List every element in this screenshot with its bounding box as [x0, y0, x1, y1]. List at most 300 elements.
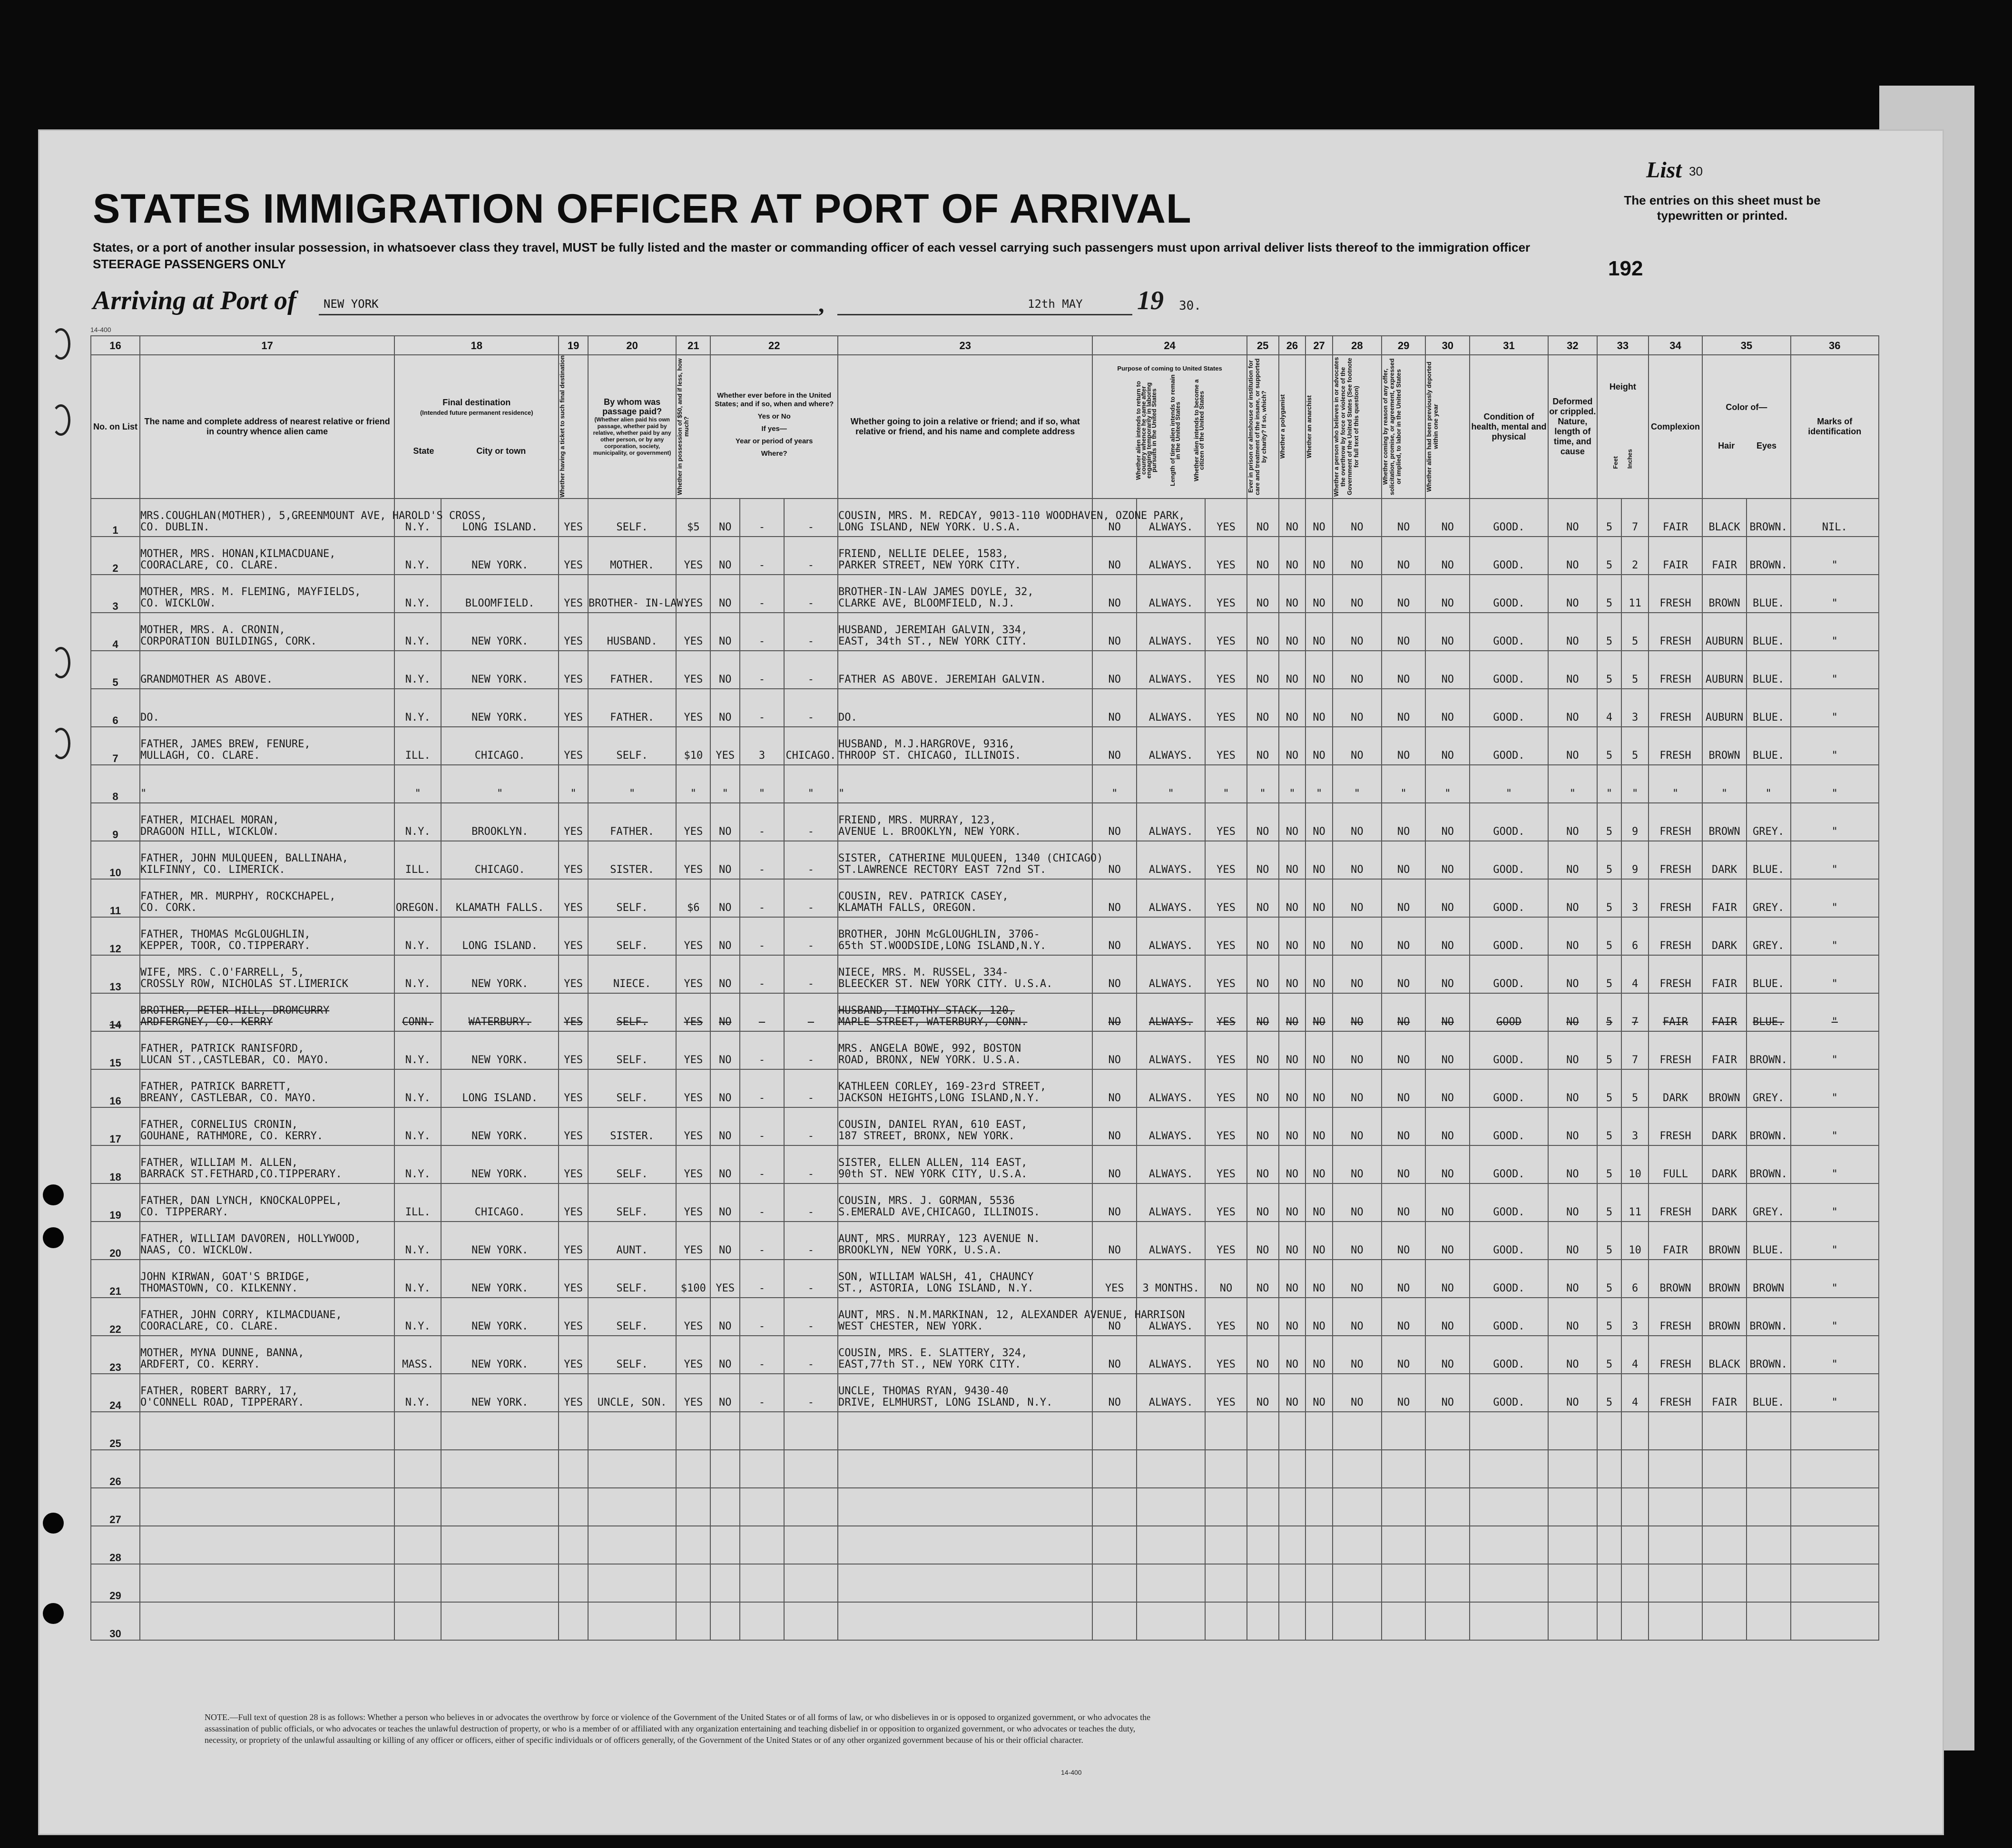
cell-year-period: -: [740, 1069, 784, 1107]
cell-money: [676, 1602, 710, 1640]
cell-citizen-intent: YES: [1205, 499, 1247, 537]
cell-nearest-relative: [140, 1564, 394, 1602]
passenger-row: [91, 1069, 1879, 1107]
cell-money: YES: [676, 1107, 710, 1145]
cell-hair: BROWN: [1702, 1298, 1747, 1336]
cell-paid-by: SELF.: [588, 917, 676, 955]
cell-year-period: -: [740, 1336, 784, 1374]
joining-line-1: MRS. ANGELA BOWE, 992, BOSTON: [838, 1043, 1021, 1055]
nearest-relative-line-1: MOTHER, MRS. M. FLEMING, MAYFIELDS,: [140, 586, 361, 598]
header-no-on-list: No. on List: [91, 355, 140, 499]
cell-city: LONG ISLAND.: [441, 499, 559, 537]
cell-health: GOOD.: [1470, 1145, 1548, 1183]
date-line: [837, 314, 1132, 315]
cell-nearest-relative: [140, 1412, 394, 1450]
cell-polygamist: NO: [1279, 1260, 1306, 1298]
cell-city: CHICAGO.: [441, 1183, 559, 1222]
cell-money: YES: [676, 803, 710, 841]
cell-eyes: BLUE.: [1747, 1374, 1791, 1412]
joining-line-2: AVENUE L. BROOKLYN, NEW YORK.: [838, 826, 1021, 838]
column-number-31: 31: [1470, 336, 1548, 355]
cell-q29: NO: [1382, 841, 1426, 879]
passenger-row: [91, 651, 1879, 689]
cell-q30: NO: [1425, 1183, 1470, 1222]
cell-complexion: FAIR: [1649, 537, 1702, 575]
joining-line-2: ": [838, 788, 845, 800]
cell-health: GOOD.: [1470, 575, 1548, 613]
cell-q29: NO: [1382, 1145, 1426, 1183]
cell-return-intent: NO: [1092, 841, 1137, 879]
cell-complexion: [1649, 1412, 1702, 1450]
cell-length-stay: [1137, 1412, 1205, 1450]
cell-return-intent: NO: [1092, 917, 1137, 955]
page-number: 192: [1608, 257, 1643, 280]
cell-deformed: [1548, 1488, 1597, 1526]
cell-q30: NO: [1425, 1031, 1470, 1069]
cell-citizen-intent: [1205, 1412, 1247, 1450]
cell-length-stay: [1137, 1564, 1205, 1602]
row-number: 6: [91, 689, 140, 727]
cell-prison: NO: [1247, 1260, 1279, 1298]
color-of-title: Color of—: [1726, 402, 1767, 412]
cell-ticket: [559, 1602, 588, 1640]
header-q28: [1333, 355, 1382, 499]
cell-nearest-relative: [140, 727, 394, 765]
cell-before-us: NO: [710, 1183, 740, 1222]
cell-money: YES: [676, 1031, 710, 1069]
cell-q28: NO: [1333, 537, 1382, 575]
cell-money: YES: [676, 613, 710, 651]
cell-joining: [838, 955, 1092, 993]
header-final-destination: [394, 355, 559, 499]
cell-q30: ": [1425, 765, 1470, 803]
cell-q29: NO: [1382, 575, 1426, 613]
cell-before-us: NO: [710, 1336, 740, 1374]
cell-nearest-relative: [140, 613, 394, 651]
cell-length-stay: ALWAYS.: [1137, 1374, 1205, 1412]
cell-health: GOOD.: [1470, 1374, 1548, 1412]
cell-paid-by: SELF.: [588, 1069, 676, 1107]
cell-hair: FAIR: [1702, 1374, 1747, 1412]
nearest-relative-line-2: BREANY, CASTLEBAR, CO. MAYO.: [140, 1092, 317, 1104]
joining-line-2: [838, 1637, 1092, 1640]
cell-nearest-relative: [140, 575, 394, 613]
cell-city: NEW YORK.: [441, 1031, 559, 1069]
cell-citizen-intent: YES: [1205, 1336, 1247, 1374]
cell-polygamist: NO: [1279, 1145, 1306, 1183]
final-destination-note: (Intended future permanent residence): [420, 409, 533, 416]
cell-q29: NO: [1382, 955, 1426, 993]
cell-inches: [1621, 1450, 1649, 1488]
cell-nearest-relative: [140, 1222, 394, 1260]
cell-complexion: FRESH: [1649, 803, 1702, 841]
cell-feet: 5: [1597, 1069, 1621, 1107]
cell-anarchist: NO: [1305, 689, 1333, 727]
typewritten-instruction: The entries on this sheet must be typewritten or printed.: [1624, 193, 1821, 223]
cell-anarchist: [1305, 1602, 1333, 1640]
cell-hair: FAIR: [1702, 1031, 1747, 1069]
cell-length-stay: ALWAYS.: [1137, 651, 1205, 689]
cell-before-us: NO: [710, 993, 740, 1031]
cell-q28: NO: [1333, 955, 1382, 993]
cell-marks: ": [1791, 1069, 1879, 1107]
cell-state: N.Y.: [394, 955, 441, 993]
cell-citizen-intent: YES: [1205, 917, 1247, 955]
cell-paid-by: HUSBAND.: [588, 613, 676, 651]
cell-inches: 4: [1621, 1374, 1649, 1412]
cell-health: GOOD.: [1470, 1298, 1548, 1336]
cell-prison: NO: [1247, 1298, 1279, 1336]
cell-q30: NO: [1425, 803, 1470, 841]
cell-q29: NO: [1382, 917, 1426, 955]
cell-q30: NO: [1425, 1336, 1470, 1374]
nearest-relative-line-2: MULLAGH, CO. CLARE.: [140, 750, 260, 762]
cell-q28: NO: [1333, 993, 1382, 1031]
cell-health: GOOD.: [1470, 1031, 1548, 1069]
cell-joining: [838, 727, 1092, 765]
cell-health: GOOD.: [1470, 803, 1548, 841]
cell-hair: AUBURN: [1702, 651, 1747, 689]
cell-feet: 5: [1597, 1298, 1621, 1336]
cell-hair: [1702, 1602, 1747, 1640]
cell-where: -: [784, 575, 838, 613]
cell-money: $6: [676, 879, 710, 917]
cell-before-us: NO: [710, 1031, 740, 1069]
cell-q29: NO: [1382, 803, 1426, 841]
cell-before-us: NO: [710, 917, 740, 955]
cell-year-period: [740, 1564, 784, 1602]
cell-marks: ": [1791, 765, 1879, 803]
cell-anarchist: NO: [1305, 879, 1333, 917]
cell-feet: 5: [1597, 1374, 1621, 1412]
row-number: 29: [91, 1564, 140, 1602]
cell-city: NEW YORK.: [441, 955, 559, 993]
cell-city: CHICAGO.: [441, 727, 559, 765]
cell-q30: NO: [1425, 727, 1470, 765]
joining-line-1: COUSIN, MRS. E. SLATTERY, 324,: [838, 1347, 1028, 1359]
cell-state: ILL.: [394, 841, 441, 879]
cell-return-intent: [1092, 1526, 1137, 1564]
joining-line-2: DO.: [838, 712, 857, 724]
cell-length-stay: [1137, 1526, 1205, 1564]
row-number: 19: [91, 1183, 140, 1222]
cell-health: GOOD.: [1470, 499, 1548, 537]
cell-year-period: -: [740, 917, 784, 955]
cell-return-intent: NO: [1092, 1336, 1137, 1374]
cell-city: CHICAGO.: [441, 841, 559, 879]
cell-inches: 7: [1621, 499, 1649, 537]
cell-anarchist: NO: [1305, 1336, 1333, 1374]
cell-feet: 5: [1597, 1145, 1621, 1183]
column-number-34: 34: [1649, 336, 1702, 355]
cell-deformed: [1548, 1412, 1597, 1450]
cell-health: GOOD.: [1470, 1069, 1548, 1107]
cell-eyes: BROWN: [1747, 1260, 1791, 1298]
nearest-relative-line-1: FATHER, THOMAS McGLOUGHLIN,: [140, 929, 311, 940]
cell-city: NEW YORK.: [441, 537, 559, 575]
cell-citizen-intent: YES: [1205, 1031, 1247, 1069]
joining-line-1: KATHLEEN CORLEY, 169-23rd STREET,: [838, 1081, 1047, 1093]
cell-q30: NO: [1425, 993, 1470, 1031]
cell-polygamist: NO: [1279, 727, 1306, 765]
joining-line-2: ST.LAWRENCE RECTORY EAST 72nd ST.: [838, 864, 1047, 876]
cell-complexion: FRESH: [1649, 613, 1702, 651]
cell-ticket: [559, 1412, 588, 1450]
joining-line-2: LONG ISLAND, NEW YORK. U.S.A.: [838, 521, 1021, 533]
cell-money: YES: [676, 841, 710, 879]
cell-anarchist: NO: [1305, 727, 1333, 765]
passenger-row: [91, 689, 1879, 727]
row-number: 2: [91, 537, 140, 575]
cell-polygamist: NO: [1279, 955, 1306, 993]
cell-where: -: [784, 803, 838, 841]
cell-paid-by: SELF.: [588, 1145, 676, 1183]
cell-nearest-relative: [140, 803, 394, 841]
cell-state: N.Y.: [394, 1107, 441, 1145]
cell-marks: ": [1791, 727, 1879, 765]
cell-deformed: NO: [1548, 537, 1597, 575]
cell-q29: NO: [1382, 1107, 1426, 1145]
form-code: 14-400: [90, 326, 111, 333]
cell-complexion: FRESH: [1649, 727, 1702, 765]
row-number: 25: [91, 1412, 140, 1450]
cell-polygamist: [1279, 1602, 1306, 1640]
cell-complexion: FRESH: [1649, 1336, 1702, 1374]
cell-nearest-relative: [140, 1107, 394, 1145]
cell-q28: [1333, 1412, 1382, 1450]
cell-before-us: NO: [710, 1145, 740, 1183]
cell-inches: 9: [1621, 803, 1649, 841]
cell-anarchist: NO: [1305, 803, 1333, 841]
cell-state: N.Y.: [394, 1298, 441, 1336]
cell-prison: NO: [1247, 651, 1279, 689]
cell-before-us: NO: [710, 955, 740, 993]
passenger-row: [91, 575, 1879, 613]
cell-hair: AUBURN: [1702, 613, 1747, 651]
cell-city: NEW YORK.: [441, 1374, 559, 1412]
cell-deformed: NO: [1548, 727, 1597, 765]
cell-paid-by: SELF.: [588, 993, 676, 1031]
cell-paid-by: SELF.: [588, 879, 676, 917]
binder-ring: [51, 728, 70, 759]
header-q28-text: Whether a person who believes in or advocates the overthrow by force or violence of the Government of the United States (See footnote for full text of this question): [1332, 357, 1360, 497]
cell-anarchist: NO: [1305, 537, 1333, 575]
nearest-relative-line-2: CROSSLY ROW, NICHOLAS ST.LIMERICK: [140, 978, 349, 990]
cell-inches: 2: [1621, 537, 1649, 575]
joining-line-1: COUSIN, MRS. J. GORMAN, 5536: [838, 1195, 1015, 1207]
page-title: STATES IMMIGRATION OFFICER AT PORT OF ARRIVAL: [93, 186, 1192, 232]
cell-marks: NIL.: [1791, 499, 1879, 537]
header-paid-by: [588, 355, 676, 499]
cell-complexion: FAIR: [1649, 499, 1702, 537]
cell-deformed: ": [1548, 765, 1597, 803]
cell-where: -: [784, 1145, 838, 1183]
cell-money: $10: [676, 727, 710, 765]
cell-paid-by: FATHER.: [588, 651, 676, 689]
cell-polygamist: NO: [1279, 1031, 1306, 1069]
cell-hair: ": [1702, 765, 1747, 803]
joining-line-1: BROTHER, JOHN McGLOUGHLIN, 3706-: [838, 929, 1040, 940]
cell-where: -: [784, 651, 838, 689]
cell-deformed: NO: [1548, 1298, 1597, 1336]
cell-q29: [1382, 1450, 1426, 1488]
cell-eyes: BLUE.: [1747, 651, 1791, 689]
cell-eyes: [1747, 1602, 1791, 1640]
cell-q28: NO: [1333, 917, 1382, 955]
nearest-relative-line-2: [140, 1599, 394, 1602]
cell-where: [784, 1564, 838, 1602]
cell-eyes: BLUE.: [1747, 575, 1791, 613]
cell-anarchist: NO: [1305, 1107, 1333, 1145]
cell-return-intent: NO: [1092, 993, 1137, 1031]
cell-anarchist: [1305, 1450, 1333, 1488]
header-q29: [1382, 355, 1426, 499]
cell-money: YES: [676, 1183, 710, 1222]
cell-state: N.Y.: [394, 803, 441, 841]
cell-money: YES: [676, 575, 710, 613]
cell-marks: ": [1791, 955, 1879, 993]
cell-return-intent: NO: [1092, 537, 1137, 575]
cell-length-stay: ALWAYS.: [1137, 1107, 1205, 1145]
cell-hair: BROWN: [1702, 727, 1747, 765]
row-number: 16: [91, 1069, 140, 1107]
cell-money: YES: [676, 1222, 710, 1260]
cell-city: NEW YORK.: [441, 1222, 559, 1260]
cell-q30: NO: [1425, 917, 1470, 955]
cell-joining: [838, 1183, 1092, 1222]
steerage-label: STEERAGE PASSENGERS ONLY: [93, 257, 286, 271]
cell-city: NEW YORK.: [441, 1336, 559, 1374]
nearest-relative-line-2: THOMASTOWN, CO. KILKENNY.: [140, 1282, 298, 1294]
passenger-row: [91, 1374, 1879, 1412]
cell-health: GOOD.: [1470, 651, 1548, 689]
joining-line-1: COUSIN, MRS. M. REDCAY, 9013-110 WOODHAVEN, OZONE PARK,: [838, 510, 1185, 522]
column-number-29: 29: [1382, 336, 1426, 355]
cell-citizen-intent: [1205, 1450, 1247, 1488]
cell-feet: 4: [1597, 689, 1621, 727]
cell-polygamist: NO: [1279, 499, 1306, 537]
row-number: 24: [91, 1374, 140, 1412]
joining-line-2: FATHER AS ABOVE. JEREMIAH GALVIN.: [838, 674, 1047, 685]
cell-where: -: [784, 993, 838, 1031]
cell-polygamist: NO: [1279, 993, 1306, 1031]
nearest-relative-line-2: NAAS, CO. WICKLOW.: [140, 1244, 254, 1256]
cell-paid-by: [588, 1450, 676, 1488]
column-number-32: 32: [1548, 336, 1597, 355]
cell-deformed: NO: [1548, 1260, 1597, 1298]
eyes-label: Eyes: [1756, 441, 1777, 450]
cell-marks: [1791, 1488, 1879, 1526]
joining-line-1: HUSBAND, M.J.HARGROVE, 9316,: [838, 738, 1015, 750]
cell-polygamist: [1279, 1488, 1306, 1526]
cell-anarchist: NO: [1305, 1222, 1333, 1260]
cell-return-intent: NO: [1092, 727, 1137, 765]
joining-line-2: 187 STREET, BRONX, NEW YORK.: [838, 1130, 1015, 1142]
cell-deformed: NO: [1548, 1107, 1597, 1145]
cell-year-period: [740, 1526, 784, 1564]
cell-inches: 5: [1621, 651, 1649, 689]
cell-paid-by: SISTER.: [588, 841, 676, 879]
nearest-relative-line-2: DO.: [140, 712, 159, 724]
row-number: 8: [91, 765, 140, 803]
cell-nearest-relative: [140, 955, 394, 993]
cell-polygamist: NO: [1279, 537, 1306, 575]
cell-marks: ": [1791, 1336, 1879, 1374]
joining-line-2: JACKSON HEIGHTS,LONG ISLAND,N.Y.: [838, 1092, 1040, 1104]
cell-before-us: [710, 1488, 740, 1526]
cell-inches: 10: [1621, 1222, 1649, 1260]
joining-line-2: CLARKE AVE, BLOOMFIELD, N.J.: [838, 597, 1015, 609]
cell-deformed: NO: [1548, 1031, 1597, 1069]
cell-where: -: [784, 1222, 838, 1260]
cell-polygamist: NO: [1279, 1222, 1306, 1260]
column-number-20: 20: [588, 336, 676, 355]
cell-ticket: [559, 1488, 588, 1526]
header-prison: [1247, 355, 1279, 499]
cell-inches: 11: [1621, 1183, 1649, 1222]
nearest-relative-line-1: BROTHER, PETER HILL, DROMCURRY: [140, 1005, 330, 1017]
cell-polygamist: NO: [1279, 575, 1306, 613]
cell-prison: ": [1247, 765, 1279, 803]
cell-q28: NO: [1333, 575, 1382, 613]
cell-state: CONN.: [394, 993, 441, 1031]
header-ticket-text: Whether having a ticket to such final destination: [559, 355, 566, 498]
cell-polygamist: [1279, 1564, 1306, 1602]
cell-feet: 5: [1597, 841, 1621, 879]
cell-money: YES: [676, 1298, 710, 1336]
cell-anarchist: NO: [1305, 1374, 1333, 1412]
cell-eyes: [1747, 1412, 1791, 1450]
cell-feet: 5: [1597, 993, 1621, 1031]
joining-line-2: ST., ASTORIA, LONG ISLAND, N.Y.: [838, 1282, 1034, 1294]
cell-q30: NO: [1425, 499, 1470, 537]
cell-q30: NO: [1425, 613, 1470, 651]
cell-citizen-intent: YES: [1205, 1298, 1247, 1336]
cell-return-intent: NO: [1092, 613, 1137, 651]
passenger-row: [91, 879, 1879, 917]
joining-line-1: COUSIN, REV. PATRICK CASEY,: [838, 890, 1009, 902]
cell-deformed: NO: [1548, 841, 1597, 879]
cell-complexion: FRESH: [1649, 689, 1702, 727]
cell-complexion: FRESH: [1649, 575, 1702, 613]
cell-prison: NO: [1247, 917, 1279, 955]
cell-marks: ": [1791, 1374, 1879, 1412]
row-number: 5: [91, 651, 140, 689]
cell-anarchist: [1305, 1564, 1333, 1602]
cell-year-period: -: [740, 1183, 784, 1222]
nearest-relative-line-2: BARRACK ST.FETHARD,CO.TIPPERARY.: [140, 1168, 342, 1180]
cell-length-stay: ALWAYS.: [1137, 689, 1205, 727]
cell-anarchist: NO: [1305, 841, 1333, 879]
cell-complexion: [1649, 1488, 1702, 1526]
cell-city: NEW YORK.: [441, 1145, 559, 1183]
cell-year-period: -: [740, 575, 784, 613]
cell-q28: [1333, 1526, 1382, 1564]
cell-year-period: -: [740, 1222, 784, 1260]
cell-inches: 9: [1621, 841, 1649, 879]
cell-ticket: YES: [559, 727, 588, 765]
cell-q28: NO: [1333, 651, 1382, 689]
cell-nearest-relative: [140, 1488, 394, 1526]
cell-citizen-intent: [1205, 1526, 1247, 1564]
cell-return-intent: NO: [1092, 1222, 1137, 1260]
cell-city: ": [441, 765, 559, 803]
cell-length-stay: ALWAYS.: [1137, 841, 1205, 879]
cell-marks: ": [1791, 1183, 1879, 1222]
cell-hair: [1702, 1488, 1747, 1526]
cell-marks: ": [1791, 1031, 1879, 1069]
header-polygamist-text: Whether a polygamist: [1278, 394, 1286, 459]
